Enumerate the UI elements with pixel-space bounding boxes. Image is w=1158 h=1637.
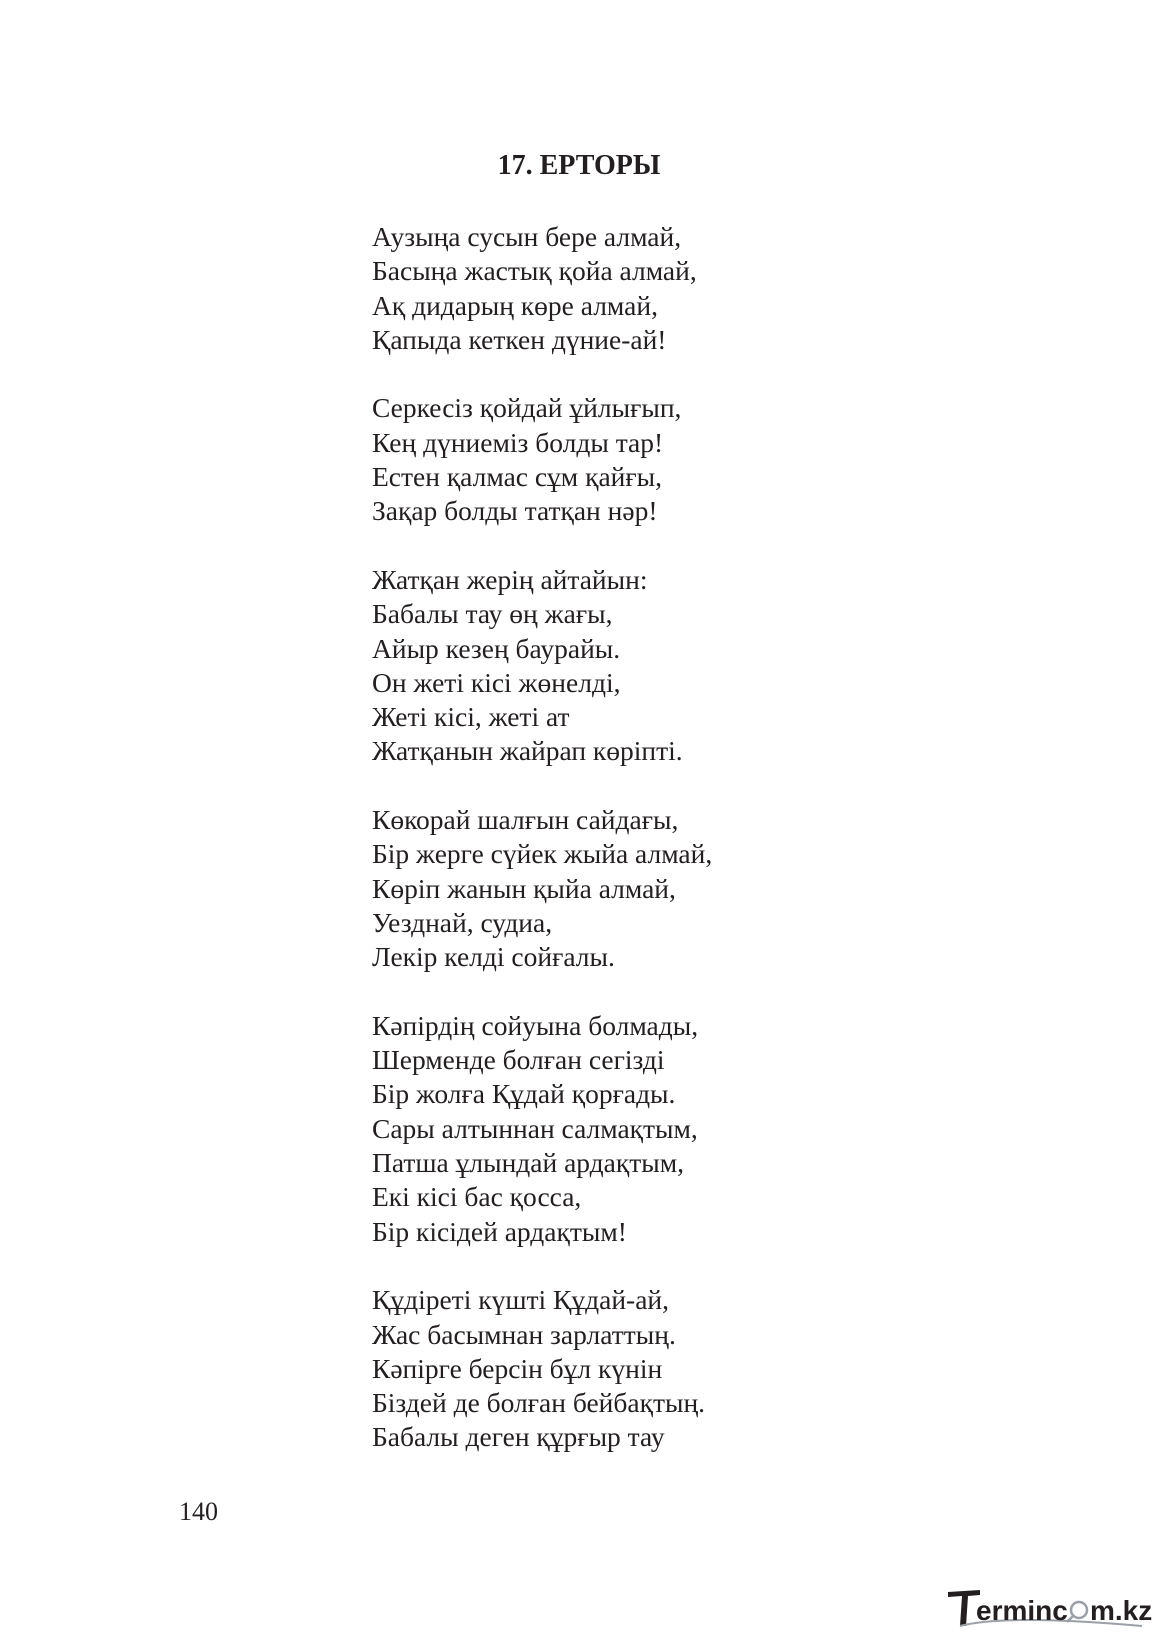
poem-line: Қапыда кеткен дүние-ай! (372, 323, 667, 355)
poem-line: Он жеті кісі жөнелді, (372, 666, 621, 698)
poem-line: Айыр кезең баурайы. (372, 632, 621, 664)
poem-line: Зақар болды татқан нәр! (372, 495, 658, 527)
poem-line: Лекір келді сойғалы. (372, 941, 615, 973)
poem-line: Көріп жанын қыйа алмай, (372, 872, 676, 904)
poem-line: Естен қалмас сұм қайғы, (372, 461, 662, 493)
poem-line: Жатқан жерің айтайын: (372, 563, 648, 595)
stanza (372, 1009, 932, 1249)
poem-line: Жатқанын жайрап көріпті. (372, 735, 683, 767)
poem-line: Сары алтыннан салмақтым, (372, 1112, 698, 1144)
poem-line: Кең дүниеміз болды тар! (372, 426, 664, 458)
poem-line: Басыңа жастық қойа алмай, (372, 255, 697, 287)
poem-line: Уезднай, судиа, (372, 906, 553, 938)
poem-line: Біздей де болған бейбақтың. (372, 1387, 706, 1419)
page-number: 140 (179, 1497, 218, 1526)
poem-line: Аузыңа сусын бере алмай, (372, 221, 682, 252)
poem-line: Бір кісідей ардақтым! (372, 1215, 627, 1247)
svg-text:erminc: erminc (976, 1595, 1068, 1626)
poem-line: Бір жерге сүйек жыйа алмай, (372, 838, 713, 870)
stanza (372, 803, 932, 974)
poem-line: Серкесіз қойдай ұйлығып, (372, 392, 682, 424)
svg-text:m.kz: m.kz (1090, 1595, 1153, 1626)
poem-title: 17. ЕРТОРЫ (497, 150, 661, 181)
poem-line: Ақ дидарың көре алмай, (372, 289, 658, 321)
stanza (372, 1283, 932, 1454)
poem-line: Бабалы деген құрғыр тау (372, 1421, 665, 1453)
poem-line: Шерменде болған сегізді (372, 1044, 665, 1076)
poem-line: Екі кісі бас қосса, (372, 1181, 582, 1213)
poem-line: Жас басымнан зарлаттың. (372, 1318, 676, 1350)
poem-line: Бір жолға Құдай қорғады. (372, 1078, 676, 1110)
termincom-watermark-logo (946, 1586, 1153, 1630)
stanza (372, 220, 932, 357)
stanza (372, 391, 932, 528)
poem-line: Көкорай шалғын сайдағы, (372, 804, 679, 836)
poem-line: Құдіреті күшті Құдай-ай, (372, 1284, 669, 1316)
poem-line: Кәпірге берсін бұл күнін (372, 1352, 663, 1384)
poem-body (372, 220, 932, 1489)
stanza (372, 563, 932, 769)
poem-line: Жеті кісі, жеті ат (372, 701, 570, 733)
poem-line: Бабалы тау өң жағы, (372, 598, 613, 630)
poem-line: Патша ұлындай ардақтым, (372, 1147, 685, 1179)
poem-line: Кәпірдің сойуына болмады, (372, 1009, 699, 1041)
